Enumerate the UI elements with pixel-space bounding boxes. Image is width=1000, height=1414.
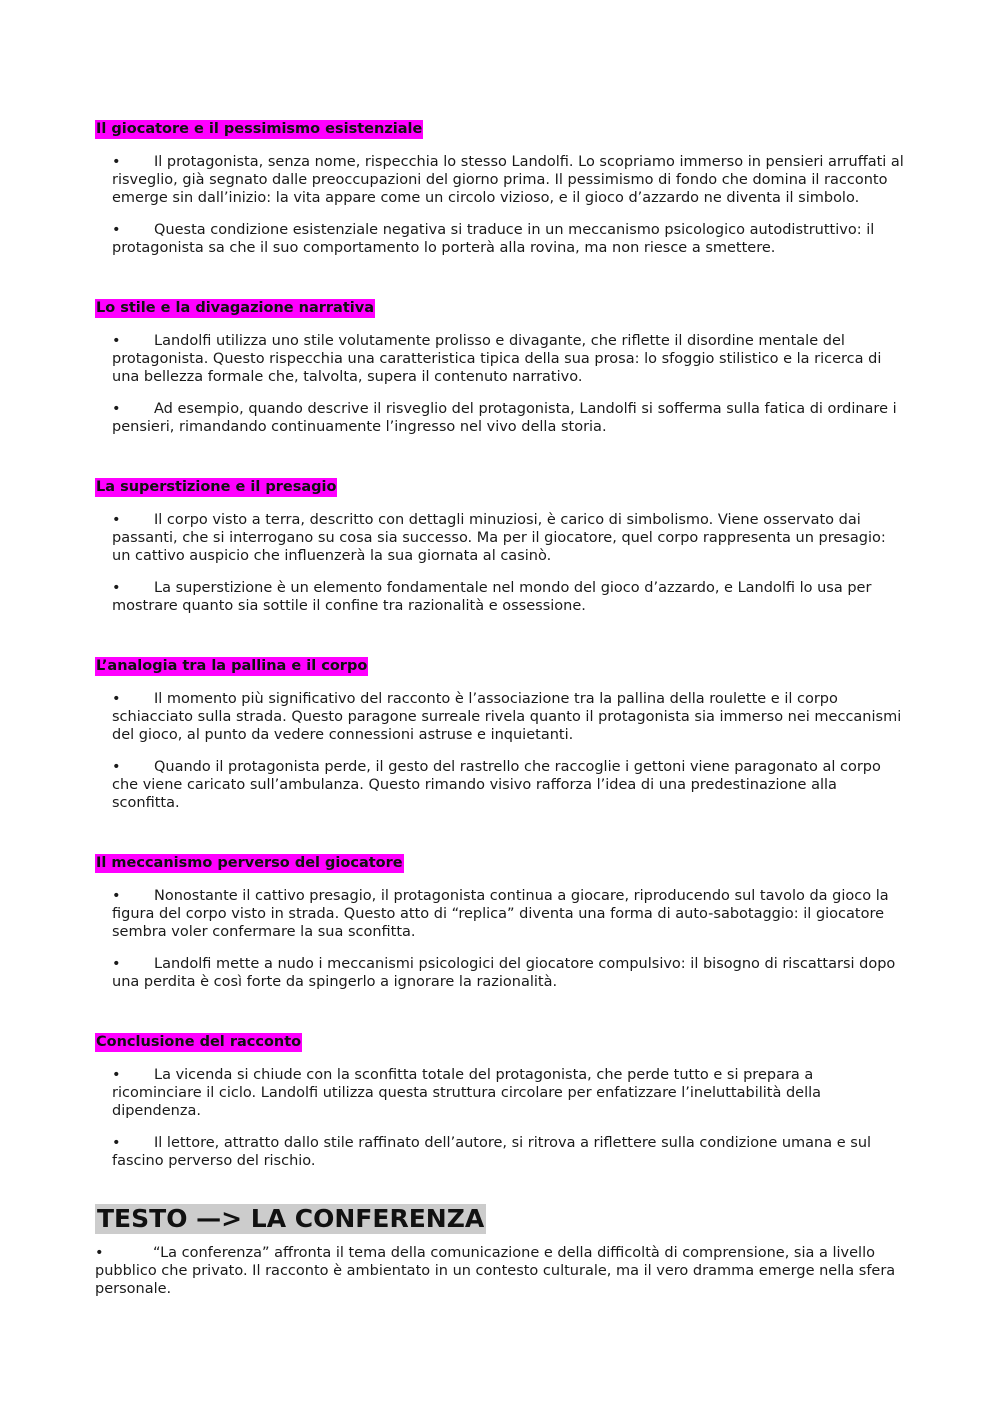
item-text: Nonostante il cattivo presagio, il protagonista continua a giocare, riproducendo sul tavolo da gioco la figura del corpo visto in strada. Questo atto di “replica” diventa una forma di auto-sabotaggio: il giocatore sembra voler confermare la sua sconfitta. [112, 888, 889, 940]
bullet: • [112, 333, 121, 349]
item-text: Il momento più significativo del racconto è l’associazione tra la pallina della roulette e il corpo schiacciato sulla strada. Questo paragone surreale rivela quanto il protagonista sia immerso nei meccanismi del gioco, al punto da vedere connessioni astruse e inquietanti. [112, 691, 902, 743]
final-section [95, 1184, 907, 1298]
list-item [112, 887, 907, 941]
list-item [112, 758, 907, 812]
bullet: • [112, 580, 121, 596]
section-superstizione [95, 476, 907, 615]
item-text: Landolfi utilizza uno stile volutamente prolisso e divagante, che riflette il disordine mentale del protagonista. Questo rispecchia una caratteristica tipica della sua prosa: lo sfoggio stilistico e la ricerca di una bellezza formale che, talvolta, supera il contenuto narrativo. [112, 333, 882, 385]
list-item [112, 690, 907, 744]
section-title: L’analogia tra la pallina e il corpo [96, 658, 368, 674]
bullet: • [112, 1135, 121, 1151]
list-item [112, 579, 907, 615]
section-title: Il giocatore e il pessimismo esistenziale [96, 121, 423, 137]
section-analogia [95, 655, 907, 812]
item-text: Landolfi mette a nudo i meccanismi psicologici del giocatore compulsivo: il bisogno di riscattarsi dopo una perdita è così forte da spingerlo a ignorare la razionalità. [112, 956, 896, 990]
bullet: • [112, 888, 121, 904]
list-item [112, 1134, 907, 1170]
bullet: • [112, 222, 121, 238]
list-item [112, 332, 907, 386]
list-item [95, 1244, 907, 1298]
item-text: La vicenda si chiude con la sconfitta totale del protagonista, che perde tutto e si prepara a ricominciare il ciclo. Landolfi utilizza questa struttura circolare per enfatizzare l’ineluttabilità della dipendenza. [112, 1067, 822, 1119]
item-text: Il protagonista, senza nome, rispecchia lo stesso Landolfi. Lo scopriamo immerso in pensieri arruffati al risveglio, già segnato dalle preoccupazioni del giorno prima. Il pessimismo di fondo che domina il racconto emerge sin dall’inizio: la vita appare come un circolo vizioso, e il gioco d’azzardo ne diventa il simbolo. [112, 154, 904, 206]
bullet: • [112, 691, 121, 707]
item-text: Ad esempio, quando descrive il risveglio del protagonista, Landolfi si sofferma sulla fatica di ordinare i pensieri, rimandando continuamente l’ingresso nel vivo della storia. [112, 401, 897, 435]
list-item [112, 511, 907, 565]
item-text: Quando il protagonista perde, il gesto del rastrello che raccoglie i gettoni viene paragonato al corpo che viene caricato sull’ambulanza. Questo rimando visivo rafforza l’idea di una predestinazione alla sconfitta. [112, 759, 881, 811]
item-text: Il corpo visto a terra, descritto con dettagli minuziosi, è carico di simbolismo. Viene osservato dai passanti, che si interrogano su cosa sia successo. Ma per il giocatore, quel corpo rappresenta un presagio: un cattivo auspicio che influenzerà la sua giornata al casinò. [112, 512, 886, 564]
bullet: • [112, 956, 121, 972]
item-text: La superstizione è un elemento fondamentale nel mondo del gioco d’azzardo, e Landolfi lo usa per mostrare quanto sia sottile il confine tra razionalità e ossessione. [112, 580, 872, 614]
list-item [112, 153, 907, 207]
chapter-heading: TESTO —> LA CONFERENZA [97, 1204, 485, 1233]
list-item [112, 955, 907, 991]
document-page [95, 118, 907, 1298]
list-item [112, 400, 907, 436]
section-title: Il meccanismo perverso del giocatore [96, 855, 403, 871]
bullet: • [112, 1067, 121, 1083]
bullet: • [112, 401, 121, 417]
item-text: Il lettore, attratto dallo stile raffinato dell’autore, si ritrova a riflettere sulla condizione umana e sul fascino perverso del rischio. [112, 1135, 872, 1169]
list-item [112, 221, 907, 257]
section-meccanismo [95, 852, 907, 991]
bullet: • [95, 1245, 104, 1261]
section-title: Conclusione del racconto [96, 1034, 302, 1050]
section-title: La superstizione e il presagio [96, 479, 337, 495]
bullet: • [112, 512, 121, 528]
item-text: “La conferenza” affronta il tema della comunicazione e della difficoltà di comprensione, sia a livello pubblico che privato. Il racconto è ambientato in un contesto culturale, ma il vero dramma emerge nella sfera personale. [95, 1245, 896, 1297]
list-item [112, 1066, 907, 1120]
section-stile [95, 297, 907, 436]
item-text: Questa condizione esistenziale negativa si traduce in un meccanismo psicologico autodistruttivo: il protagonista sa che il suo comportamento lo porterà alla rovina, ma non riesce a smettere. [112, 222, 875, 256]
section-conclusione [95, 1031, 907, 1170]
section-title: Lo stile e la divagazione narrativa [96, 300, 374, 316]
section-pessimismo [95, 118, 907, 257]
bullet: • [112, 154, 121, 170]
bullet: • [112, 759, 121, 775]
